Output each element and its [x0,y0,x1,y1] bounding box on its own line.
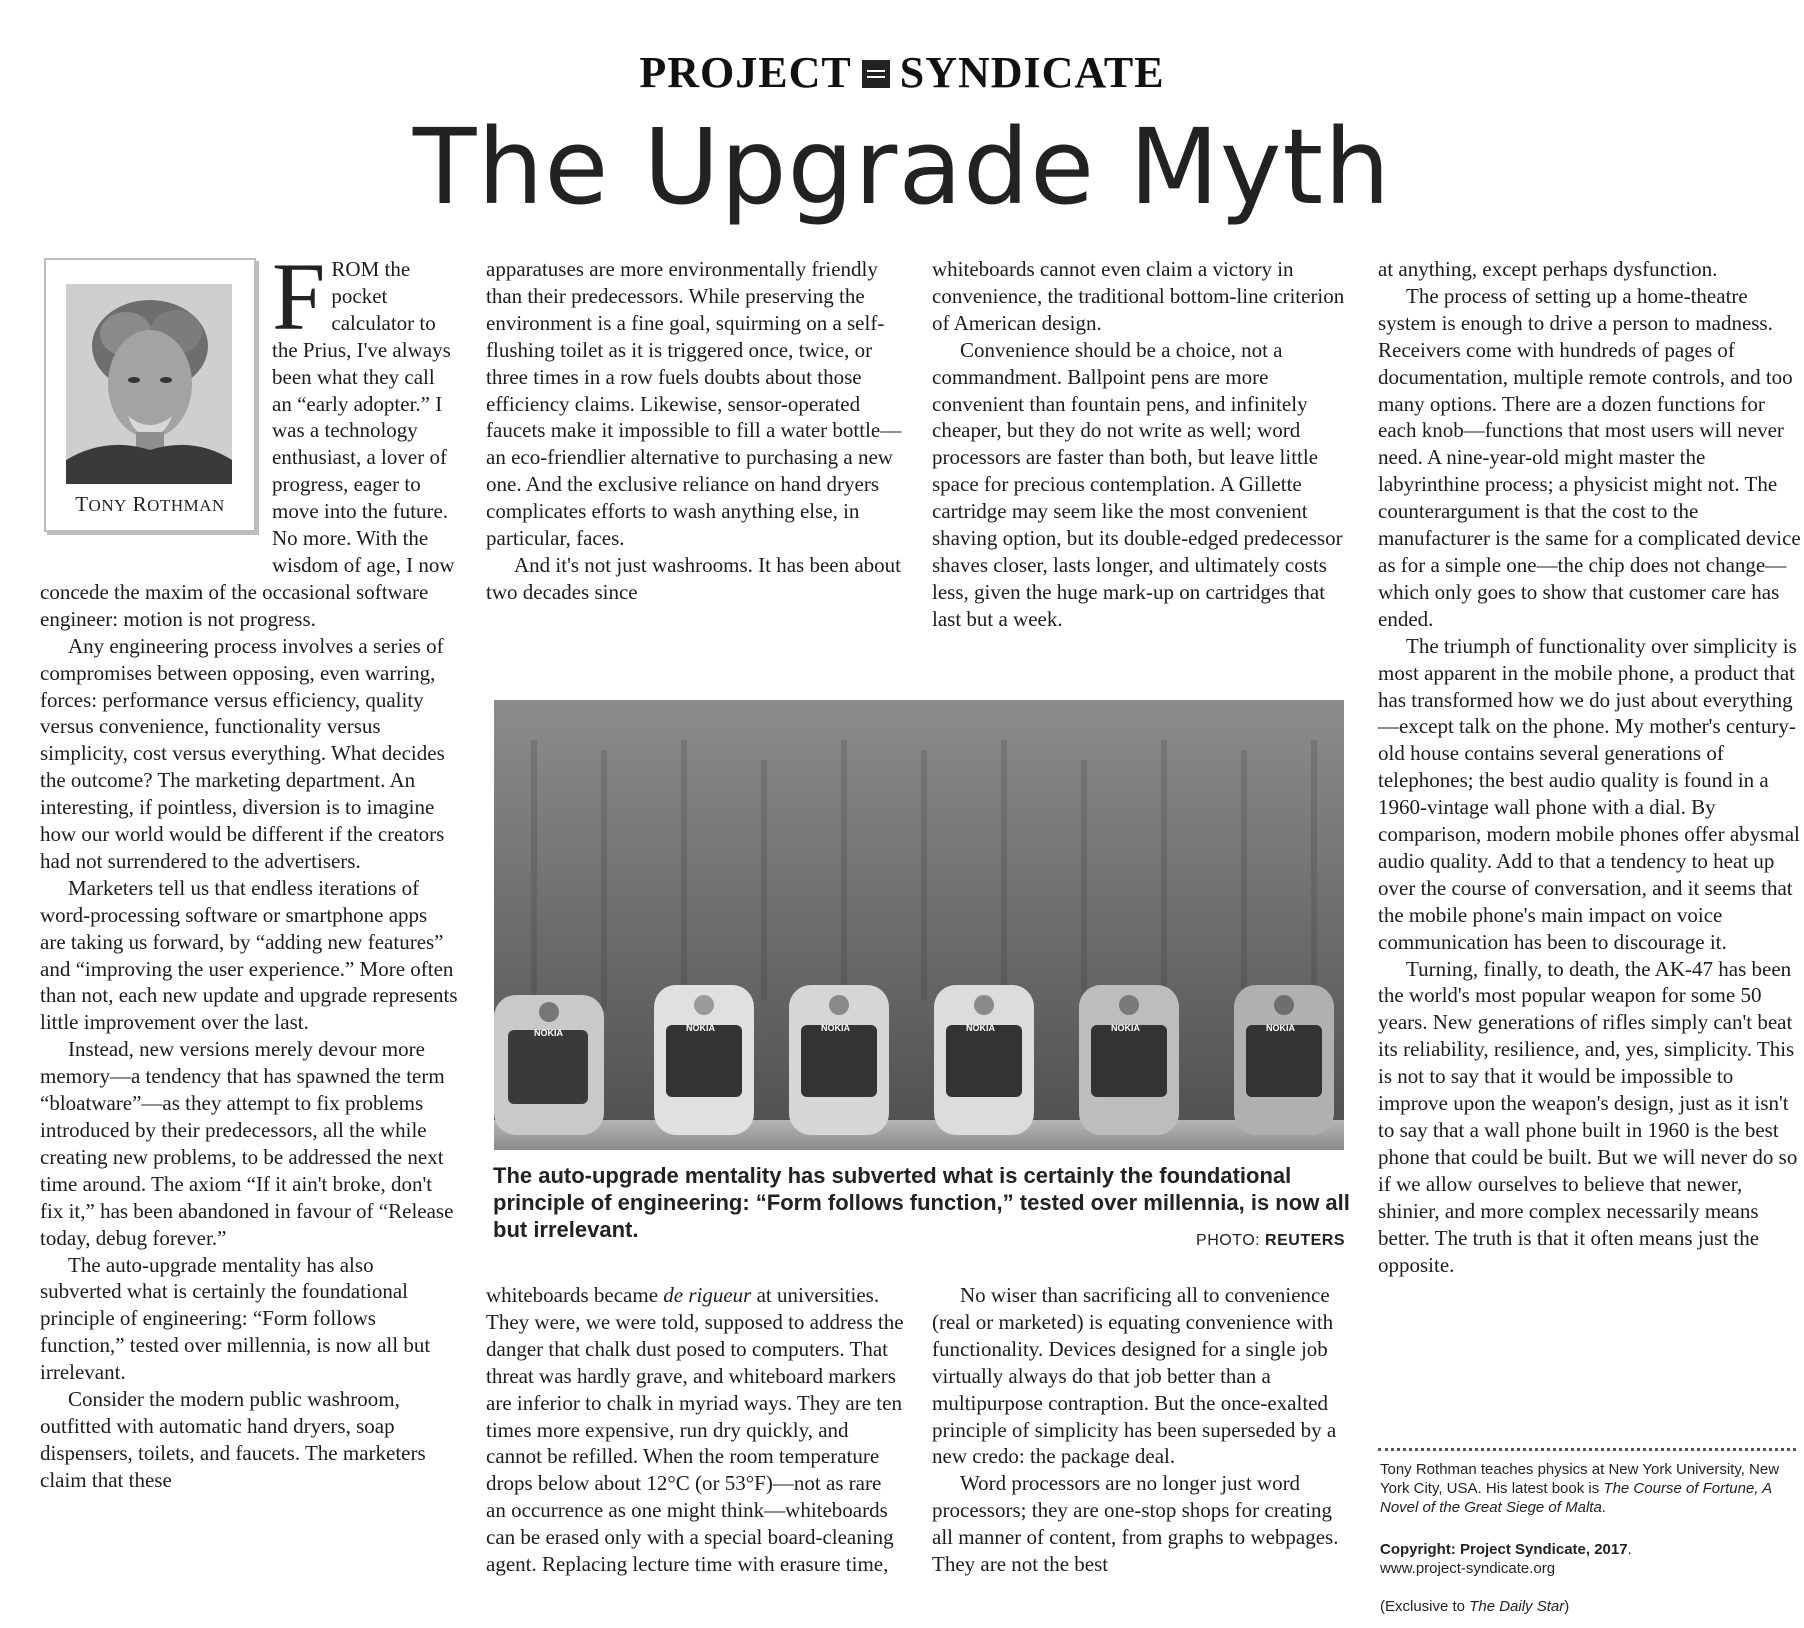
phone-brand-label: NOKIA [534,1028,563,1038]
masthead-left: PROJECT [639,48,852,97]
mobile-phones-photo-icon [494,700,1344,1150]
phone-brand-label: NOKIA [821,1023,850,1033]
paragraph: whiteboards cannot even claim a victory in convenience, the traditional bottom-line criterion of American design. [932,257,1345,335]
copyright-block: Copyright: Project Syndicate, 2017. www.project-syndicate.org [1380,1540,1800,1578]
paragraph: Turning, finally, to death, the AK-47 has been the world's most popular weapon for some 50 years. New generations of rifles simply can't beat its reliability, resilience, and, yes, simplicity. This is not to say that it would be impossible to improve upon the weapon's design, just as it isn't to say that a wall phone built in 1960 is the best phone that could be built. But we will never do so if we allow ourselves to believe that newer, shinier, and more complex necessarily means better. The truth is that it often means just the opposite. [1378,956,1798,1277]
italic-phrase: de rigueur [663,1283,752,1307]
phone-brand-label: NOKIA [1111,1023,1140,1033]
paragraph-text: at universities. They were, we were told, supposed to address the danger that chalk dust posed to computers. That threat was hardly grave, and whiteboard markers are inferior to chalk in myriad ways. They are ten times more expensive, run dry quickly, and cannot be refilled. When the room temperature drops below about 12°C (or 53°F)—not as rare an occurrence as one might think—whiteboards can be erased only with a special board-cleaning agent. Replacing lecture time with erasure time, [486,1283,904,1577]
dotted-divider [1378,1448,1796,1451]
paragraph: at anything, except perhaps dysfunction. [1378,257,1718,281]
paragraph: Any engineering process involves a series of compromises between opposing, even warring, forces: performance versus efficiency, quality versus convenience, functionality versus simplicity, cost versus everything. What decides the outcome? The marketing department. An interesting, if pointless, diversion is to imagine how our world would be different if the creators had not surrendered to the advertisers. [40,633,445,873]
phone-3 [789,985,889,1135]
bio-book-title: The Course of Fortune, A Novel of the Great Siege of Malta [1380,1480,1772,1516]
paragraph: Instead, new versions merely devour more memory—a tendency that has spawned the term “bloatware”—as they attempt to fix problems introduced by their predecessors, all the while creating new problems, to be addressed the next time around. The axiom “If it ain't broke, don't fix it,” has been abandoned in favour of “Release today, debug forever.” [40,1037,454,1250]
copyright-label: Copyright: Project Syndicate, 2017 [1380,1541,1628,1558]
paragraph: Convenience should be a choice, not a commandment. Ballpoint pens are more convenient than fountain pens, and infinitely cheaper, but they do not write as well; word processors are faster than both, but leave little space for precious contemplation. A Gillette cartridge may seem like the most convenient shaving option, but its double-edged predecessor shaves closer, lasts longer, and ultimately costs less, given the huge mark-up on cartridges that last but a week. [932,337,1343,631]
author-name: TONY ROTHMAN [75,492,225,516]
photo-credit-label: PHOTO: [1196,1232,1261,1249]
paragraph: No wiser than sacrificing all to convenience (real or marketed) is equating convenience with functionality. Devices designed for a single job virtually always do that job better than a multipurpose contraption. But the once-exalted principle of simplicity has been superseded by a new credo: the package deal. [932,1283,1337,1469]
article-column-3-top [932,256,1352,633]
phone-5 [1079,985,1179,1135]
phone-2 [654,985,754,1135]
paragraph: The triumph of functionality over simplicity is most apparent in the mobile phone, a product that has transformed how we do just about everything—except talk on the phone. My mother's century-old house contains several generations of telephones; the best audio quality is found in a 1960-vintage wall phone with a dial. By comparison, modern mobile phones offer abysmal audio quality. Add to that a tendency to heat up over the course of conversation, and it seems that the mobile phone's main impact on voice communication has been to discourage it. [1378,633,1800,954]
publication-masthead [0,48,1804,98]
photo-credit [1180,1232,1345,1250]
author-bio [1380,1460,1800,1517]
photo-credit-source: REUTERS [1265,1232,1345,1249]
paragraph: apparatuses are more environmentally friendly than their predecessors. While preserving the environment is a fine goal, squirming on a self-flushing toilet as it is triggered once, twice, or three times in a row fuels doubts about those efficiency claims. Likewise, sensor-operated faucets make it impossible to fill a water bottle—an eco-friendlier alternative to purchasing a new one. And the exclusive reliance on hand dryers complicates efforts to wash anything else, in particular, faces. [486,257,902,551]
bio-end: . [1601,1499,1606,1516]
paragraph-text: whiteboards became [486,1283,664,1307]
article-headline: The Upgrade Myth [412,106,1392,228]
website-link[interactable]: www.project-syndicate.org [1380,1560,1556,1577]
paragraph: The process of setting up a home-theatre system is enough to drive a person to madness. Receivers come with hundreds of pages of documentation, multiple remote controls, and too many options. There are a dozen functions for each knob—functions that most users will never need. A nine-year-old might master the labyrinthine process; a physicist might not. The counterargument is that the cost to the manufacturer is the same for a complicated device as for a simple one—the chip does not change—which only goes to show that customer care has ended. [1378,283,1801,631]
exclusive-pre: (Exclusive to [1380,1598,1470,1615]
article-column-3-bottom [932,1282,1352,1578]
masthead-right: SYNDICATE [899,48,1165,97]
newspaper-name: The Daily Star [1469,1598,1565,1615]
article-column-1 [40,243,458,1494]
paragraph: Word processors are no longer just word processors; they are one-stop shops for creating all manner of content, from graphs to webpages. They are not the best [932,1471,1339,1577]
article-column-2-top [486,256,906,606]
article-column-4 [1378,256,1802,1278]
exclusive-post: ) [1564,1598,1570,1615]
article-photo [494,700,1344,1150]
phone-brand-label: NOKIA [686,1023,715,1033]
bio-text: Tony Rothman teaches physics at New York University, New York City, USA. His latest book is [1380,1461,1780,1497]
article-column-2-bottom [486,1282,906,1578]
syndicate-logo-icon [862,60,890,88]
paragraph: Marketers tell us that endless iterations of word-processing software or smartphone apps are taking us forward, by “adding new features” and “improving the user experience.” More often than not, each new update and upgrade represents little improvement over the last. [40,875,458,1035]
paragraph [486,1282,906,1578]
paragraph: And it's not just washrooms. It has been about two decades since [486,552,901,604]
phone-4 [934,985,1034,1135]
phone-1 [494,995,604,1135]
phone-6 [1234,985,1334,1135]
author-box-float [40,256,272,552]
paragraph: Consider the modern public washroom, outfitted with automatic hand dryers, soap dispensers, toilets, and faucets. The marketers claim that these [40,1387,426,1492]
paragraph: The auto-upgrade mentality has also subverted what is certainly the foundational principle of engineering: “Form follows function,” tested over millennia, is now all but irrelevant. [40,1252,431,1385]
drop-cap: F [272,243,326,350]
phone-brand-label: NOKIA [966,1023,995,1033]
lead-text: ROM the pocket calculator to the Prius, I've always been what they call an “early adopter.” I was a technology enthusiast, a lover of progress, eager to move into the future. No more. With the wisdom of age, I now concede the maxim of the occasional software engineer: motion is not progress. [40,257,455,631]
phone-brand-label: NOKIA [1266,1023,1295,1033]
photo-caption: The auto-upgrade mentality has subverted what is certainly the foundational principle of engineering: “Form follows function,” tested over millennia, is now all but irrelevant. [493,1163,1350,1242]
exclusive-note [1380,1598,1800,1615]
